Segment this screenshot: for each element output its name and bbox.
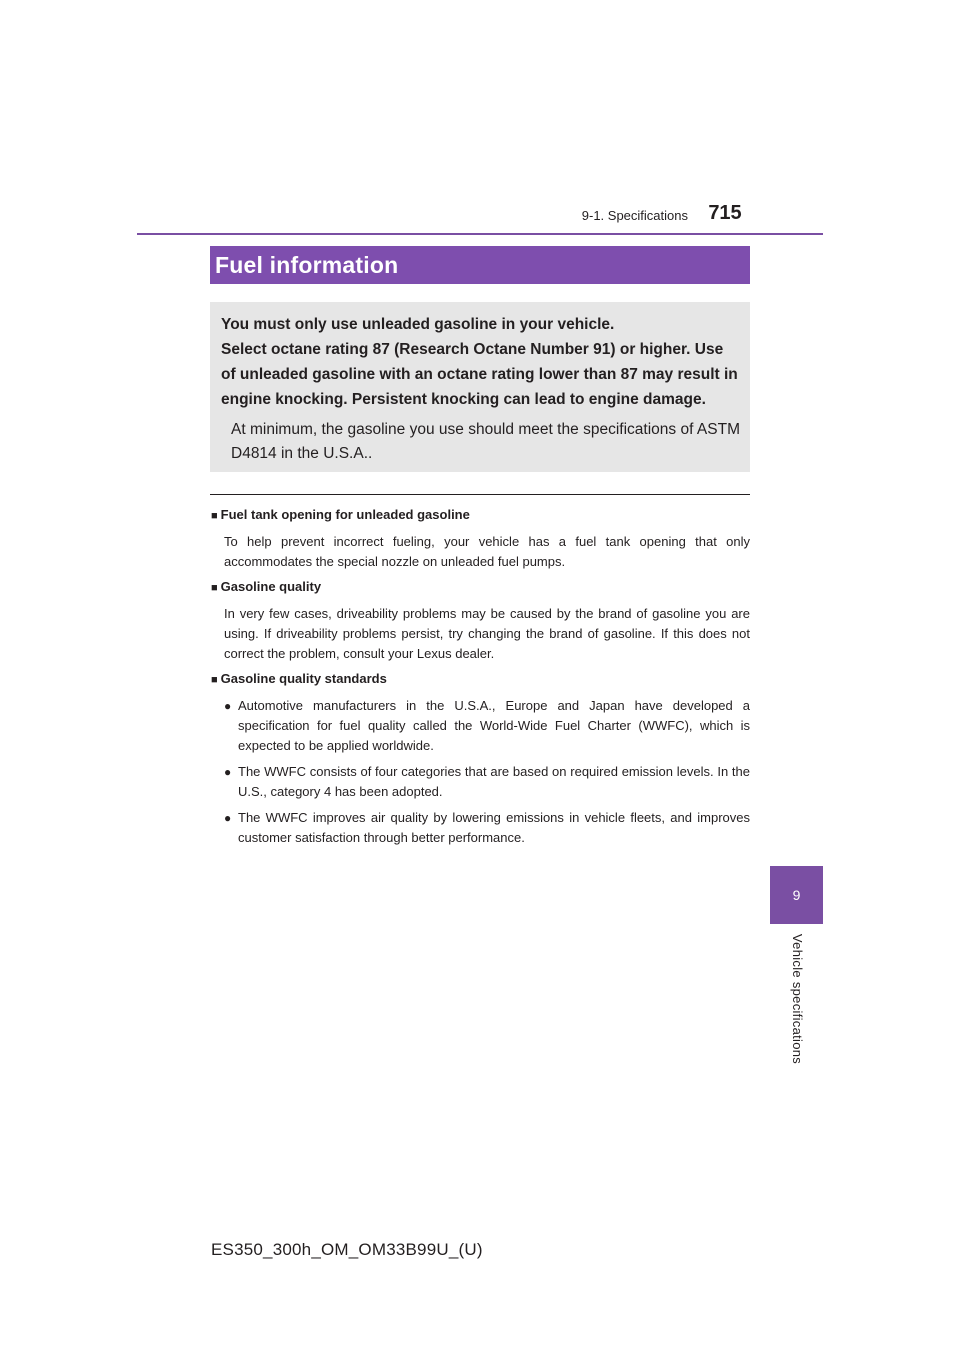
page-number: 715	[708, 202, 742, 224]
chapter-tab[interactable]: 9	[770, 866, 823, 924]
list-item-text: Automotive manufacturers in the U.S.A., Europe and Japan have developed a specification for fuel quality called the World-Wide Fuel Charter (WWFC), which is expected to be applied worldwide.	[238, 698, 750, 753]
section-fuel-tank-opening	[211, 505, 750, 572]
header-rule	[137, 233, 823, 235]
square-bullet-icon: ■	[211, 582, 218, 594]
content-divider	[210, 494, 750, 495]
list-item	[211, 696, 750, 756]
footer-doc-code: ES350_300h_OM_OM33B99U_(U)	[211, 1240, 483, 1259]
square-bullet-icon: ■	[211, 674, 218, 686]
section-heading-text: Gasoline quality	[220, 579, 322, 594]
section-gasoline-quality-standards	[211, 669, 750, 848]
section-heading	[211, 577, 750, 598]
square-bullet-icon: ■	[211, 510, 218, 522]
section-heading	[211, 505, 750, 526]
section-heading	[211, 669, 750, 690]
circle-bullet-icon: ●	[224, 699, 232, 713]
chapter-tab-label: Vehicle specifications	[790, 933, 805, 1065]
content	[211, 505, 750, 853]
header-section-title: 9-1. Specifications	[581, 208, 688, 223]
circle-bullet-icon: ●	[224, 811, 232, 825]
intro-bold-line-2: Select octane rating 87 (Research Octane Number 91) or higher. Use of unleaded gasoline with an octane rating lower than 87 may result in engine knocking. Persistent knocking can lead to engine damage.	[221, 341, 738, 408]
intro-regular-text: At minimum, the gasoline you use should meet the specifications of ASTM D4814 in the U.S.A..	[231, 421, 740, 462]
list-item-text: The WWFC consists of four categories that are based on required emission levels. In the U.S., category 4 has been adopted.	[238, 764, 750, 799]
page-title: Fuel information	[210, 246, 750, 284]
list-item	[211, 808, 750, 848]
section-heading-text: Fuel tank opening for unleaded gasoline	[220, 507, 470, 522]
section-gasoline-quality	[211, 577, 750, 664]
list-item-text: The WWFC improves air quality by lowering emissions in vehicle fleets, and improves customer satisfaction through better performance.	[238, 810, 750, 845]
section-heading-text: Gasoline quality standards	[220, 671, 387, 686]
circle-bullet-icon: ●	[224, 765, 232, 779]
intro-bold-line-1: You must only use unleaded gasoline in your vehicle.	[221, 316, 615, 333]
section-body: To help prevent incorrect fueling, your vehicle has a fuel tank opening that only accommodates the special nozzle on unleaded fuel pumps.	[224, 534, 750, 569]
list-item	[211, 762, 750, 802]
section-body: In very few cases, driveability problems may be caused by the brand of gasoline you are using. If driveability problems persist, try changing the brand of gasoline. If this does not correct the problem, consult your Lexus dealer.	[224, 606, 750, 661]
intro-box	[210, 302, 750, 472]
